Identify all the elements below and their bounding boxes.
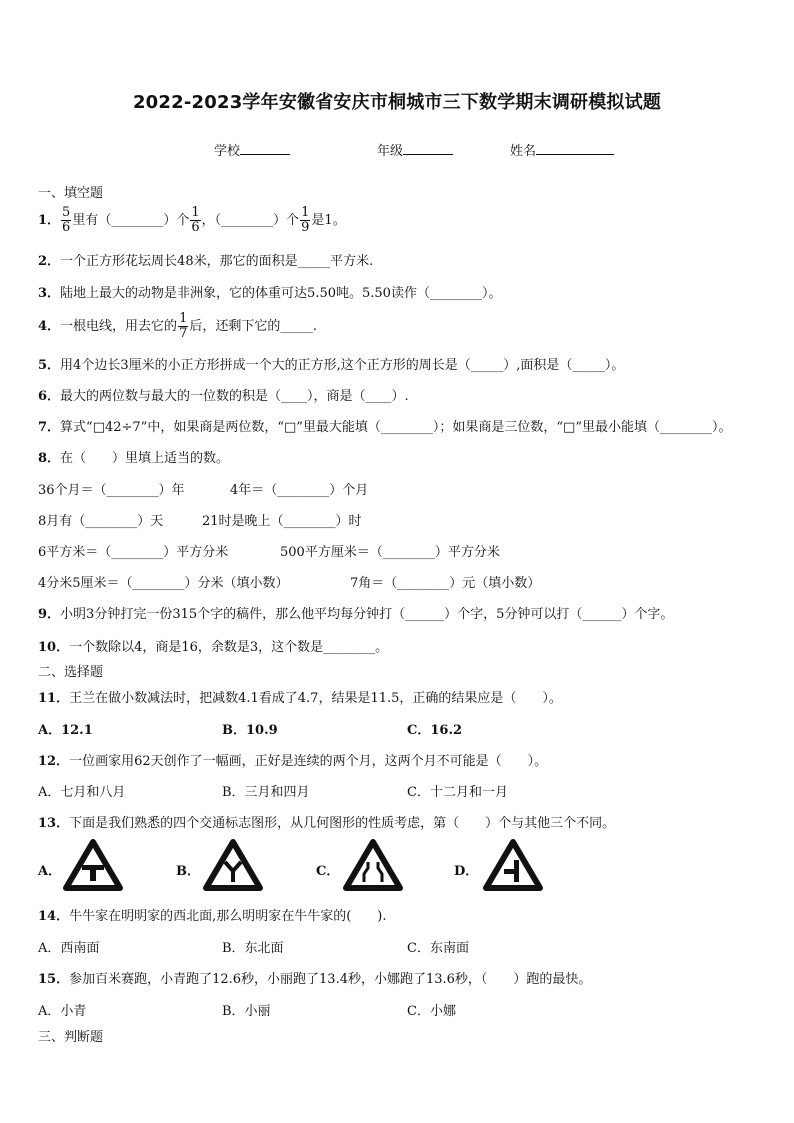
question-text: 一根电线，用去它的 bbox=[60, 319, 178, 334]
question-3 bbox=[38, 282, 501, 301]
section-fill-blank: 一、填空题 bbox=[38, 186, 104, 201]
question-number: 8． bbox=[38, 451, 61, 466]
question-number: 1． bbox=[38, 213, 61, 228]
option-c[interactable]: C．十二月和一月 bbox=[407, 785, 508, 800]
question-number: 15． bbox=[38, 972, 70, 987]
question-text: 下面是我们熟悉的四个交通标志图形，从几何图形的性质考虑，第（ ）个与其他三个不同。 bbox=[69, 816, 616, 831]
numerator: 1 bbox=[191, 205, 200, 220]
question-text: 王兰在做小数减法时，把减数4.1看成了4.7，结果是11.5，正确的结果应是（ ）。 bbox=[69, 691, 562, 706]
option-c[interactable]: C．小娜 bbox=[407, 1004, 456, 1019]
denominator: 6 bbox=[191, 220, 200, 235]
question-number: 9． bbox=[38, 607, 61, 622]
question-number: 10． bbox=[38, 640, 70, 655]
question-number: 6． bbox=[38, 389, 61, 404]
question-number: 5． bbox=[38, 358, 61, 373]
school-blank[interactable] bbox=[240, 141, 290, 155]
q8-item: 7角＝（________）元（填小数） bbox=[350, 576, 541, 591]
traffic-sign-b-icon bbox=[202, 838, 264, 892]
question-12 bbox=[38, 750, 547, 769]
question-4 bbox=[38, 312, 317, 341]
grade-field bbox=[377, 140, 453, 159]
option-b[interactable]: B．10.9 bbox=[222, 723, 278, 738]
question-15 bbox=[38, 968, 591, 987]
question-text: 陆地上最大的动物是非洲象，它的体重可达5.50吨。5.50读作（________）。 bbox=[60, 286, 502, 301]
question-text: 一位画家用62天创作了一幅画，正好是连续的两个月，这两个月不可能是（ ）。 bbox=[69, 754, 548, 769]
q8-item: 6平方米＝（________）平方分米 bbox=[38, 545, 229, 560]
q8-item: 21时是晚上（________）时 bbox=[202, 514, 362, 529]
numerator: 1 bbox=[179, 311, 188, 326]
section-choice: 二、选择题 bbox=[38, 665, 104, 680]
question-1 bbox=[38, 206, 346, 235]
school-label: 学校 bbox=[214, 144, 241, 159]
section-judge: 三、判断题 bbox=[38, 1030, 104, 1045]
question-8 bbox=[38, 447, 229, 466]
question-13 bbox=[38, 812, 615, 831]
question-7 bbox=[38, 416, 731, 435]
option-a[interactable]: A．七月和八月 bbox=[38, 785, 126, 800]
option-b[interactable]: B．东北面 bbox=[222, 941, 284, 956]
q8-item: 4分米5厘米＝（________）分米（填小数） bbox=[38, 576, 289, 591]
question-text: 算式“□42÷7”中，如果商是两位数，“□”里最大能填（________）；如果商是三位数，“□”里最小能填（________）。 bbox=[60, 420, 732, 435]
question-2 bbox=[38, 250, 373, 269]
q8-item: 500平方厘米＝（________）平方分米 bbox=[280, 545, 500, 560]
option-c[interactable]: C．东南面 bbox=[407, 941, 469, 956]
q8-item: 4年＝（________）个月 bbox=[230, 483, 369, 498]
traffic-sign-d-icon bbox=[482, 838, 544, 892]
name-blank[interactable] bbox=[536, 141, 614, 155]
q8-item: 36个月＝（________）年 bbox=[38, 483, 185, 498]
question-text: 参加百米赛跑，小青跑了12.6秒，小丽跑了13.4秒，小娜跑了13.6秒，（ ）跑的最快。 bbox=[69, 972, 592, 987]
option-c[interactable]: C． bbox=[316, 864, 340, 879]
option-b[interactable]: B． bbox=[176, 864, 200, 879]
question-11 bbox=[38, 687, 562, 706]
question-14 bbox=[38, 905, 387, 924]
question-5 bbox=[38, 354, 624, 373]
denominator: 9 bbox=[301, 220, 310, 235]
fraction bbox=[190, 206, 200, 235]
question-text: 牛牛家在明明家的西北面,那么明明家在牛牛家的( ). bbox=[69, 909, 387, 924]
denominator: 6 bbox=[62, 220, 71, 235]
question-10 bbox=[38, 636, 388, 655]
question-text: 最大的两位数与最大的一位数的积是（____），商是（____）. bbox=[60, 389, 409, 404]
question-number: 12． bbox=[38, 754, 70, 769]
option-b[interactable]: B．小丽 bbox=[222, 1004, 271, 1019]
fraction bbox=[300, 206, 310, 235]
question-number: 4． bbox=[38, 319, 61, 334]
option-a[interactable]: A．西南面 bbox=[38, 941, 100, 956]
question-number: 2． bbox=[38, 254, 61, 269]
question-9 bbox=[38, 603, 673, 622]
option-a[interactable]: A．12.1 bbox=[38, 723, 93, 738]
denominator: 7 bbox=[179, 326, 188, 341]
question-text: ，（________）个 bbox=[201, 213, 300, 228]
question-number: 13． bbox=[38, 816, 70, 831]
question-text: 用4个边长3厘米的小正方形拼成一个大的正方形,这个正方形的周长是（_____）,面积是（_____）。 bbox=[60, 358, 625, 373]
question-number: 3． bbox=[38, 286, 61, 301]
question-text: 小明3分钟打完一份315个字的稿件，那么他平均每分钟打（______）个字，5分钟可以打（______）个字。 bbox=[60, 607, 674, 622]
grade-label: 年级 bbox=[377, 144, 404, 159]
question-number: 11． bbox=[38, 691, 70, 706]
numerator: 1 bbox=[301, 205, 310, 220]
name-field bbox=[510, 140, 614, 159]
school-field bbox=[214, 140, 290, 159]
question-6 bbox=[38, 385, 409, 404]
q8-item: 8月有（________）天 bbox=[38, 514, 164, 529]
page-title: 2022-2023学年安徽省安庆市桐城市三下数学期末调研模拟试题 bbox=[132, 92, 662, 113]
traffic-sign-c-icon bbox=[342, 838, 404, 892]
question-text: 一个数除以4，商是16，余数是3，这个数是________。 bbox=[69, 640, 389, 655]
question-text: 是1。 bbox=[311, 213, 346, 228]
option-a[interactable]: A． bbox=[38, 864, 62, 879]
option-c[interactable]: C．16.2 bbox=[407, 723, 463, 738]
question-text: 一个正方形花坛周长48米，那它的面积是_____平方米. bbox=[60, 254, 374, 269]
traffic-sign-a-icon bbox=[62, 838, 124, 892]
question-number: 7． bbox=[38, 420, 61, 435]
question-text: 在（ ）里填上适当的数。 bbox=[60, 451, 230, 466]
question-number: 14． bbox=[38, 909, 70, 924]
option-a[interactable]: A．小青 bbox=[38, 1004, 87, 1019]
fraction bbox=[178, 312, 188, 341]
question-text: 后，还剩下它的_____. bbox=[189, 319, 317, 334]
numerator: 5 bbox=[62, 205, 71, 220]
question-text: 里有（________）个 bbox=[72, 213, 190, 228]
option-d[interactable]: D． bbox=[454, 864, 479, 879]
option-b[interactable]: B．三月和四月 bbox=[222, 785, 310, 800]
fraction bbox=[61, 206, 71, 235]
name-label: 姓名 bbox=[510, 144, 537, 159]
grade-blank[interactable] bbox=[403, 141, 453, 155]
